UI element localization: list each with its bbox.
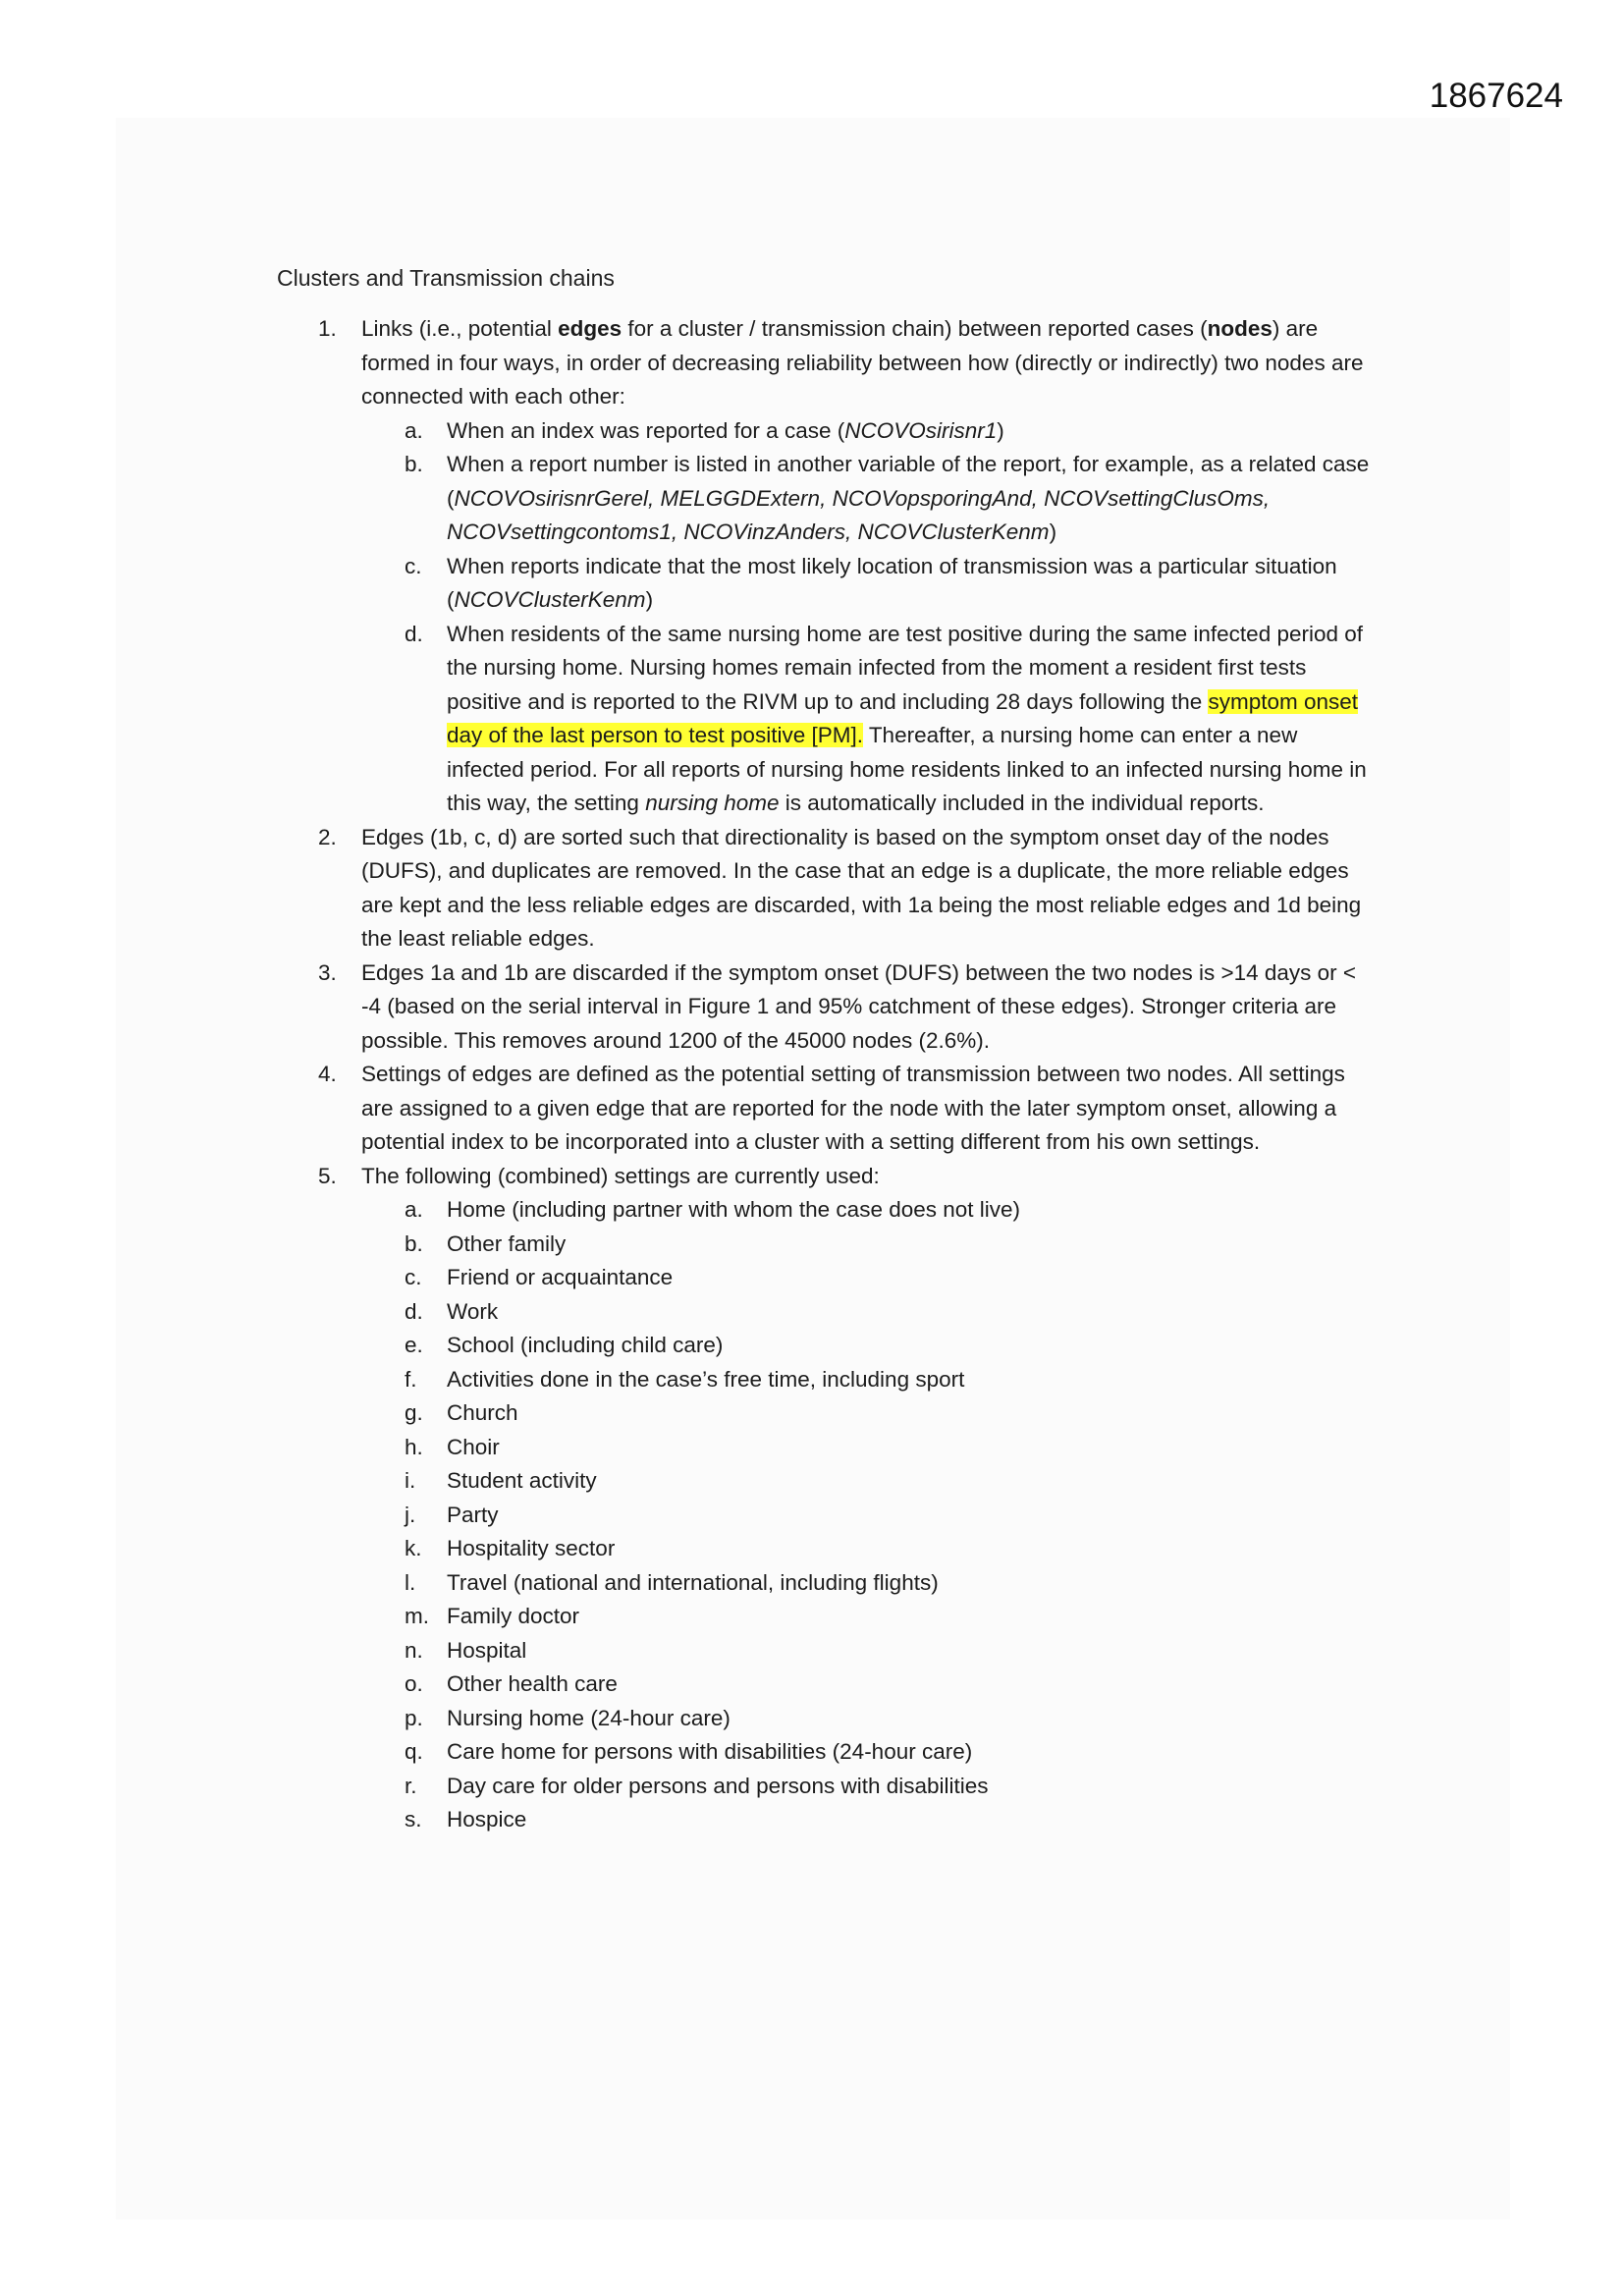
- sub-item-a: [361, 414, 1379, 449]
- setting-text: Work: [447, 1298, 499, 1324]
- sub-text: When an index was reported for a case (: [447, 417, 845, 443]
- setting-item: [361, 1396, 1379, 1431]
- setting-item: [361, 1566, 1379, 1601]
- sub-item-b: [361, 448, 1379, 550]
- item-number: 3.: [318, 959, 337, 985]
- setting-name: nursing home: [645, 791, 780, 815]
- sub-letter: n.: [405, 1637, 423, 1663]
- item-text: The following (combined) settings are currently used:: [361, 1163, 880, 1188]
- item-number: 1.: [318, 316, 337, 341]
- highlighted-text: symptom onset day of the last person to test positive [PM].: [447, 688, 1359, 747]
- sub-text: Thereafter, a nursing home can enter a new infected period. For all reports of nursing home residents linked to an infected nursing home in this way, the setting: [447, 723, 1367, 815]
- setting-text: Other health care: [447, 1671, 618, 1696]
- sub-letter: q.: [405, 1739, 423, 1764]
- setting-text: Other family: [447, 1230, 567, 1256]
- list-item-2: [318, 821, 1379, 957]
- document-id: 1867624: [1429, 77, 1563, 115]
- setting-item: [361, 1667, 1379, 1702]
- sub-list: [361, 414, 1379, 821]
- setting-item: [361, 1532, 1379, 1566]
- sub-letter: s.: [405, 1807, 422, 1831]
- item-text: Edges (1b, c, d) are sorted such that directionality is based on the symptom onset day of the nodes (DUFS), and duplicates are removed. In the case that an edge is a duplicate, the more reliable edges are kept and the less reliable edges are discarded, with 1a being the most reliable edges and 1d being the least reliable edges.: [361, 824, 1362, 951]
- setting-item: [361, 1261, 1379, 1295]
- sub-letter: e.: [405, 1333, 423, 1357]
- setting-text: Friend or acquaintance: [447, 1265, 674, 1289]
- setting-item: [361, 1295, 1379, 1330]
- sub-item-c: [361, 550, 1379, 618]
- item-number: 5.: [318, 1163, 337, 1188]
- setting-item: [361, 1363, 1379, 1397]
- setting-text: Church: [447, 1400, 518, 1425]
- setting-item: [361, 1735, 1379, 1770]
- item-text: Settings of edges are defined as the potential setting of transmission between two nodes. All settings are assigned to a given edge that are reported for the node with the later symptom onset, allowing a potential index to be incorporated into a cluster with a setting different from his own settings.: [361, 1062, 1345, 1154]
- sub-letter: k.: [405, 1536, 422, 1560]
- variable-name: NCOVOsirisnrGerel, MELGGDExtern, NCOVopsporingAnd, NCOVsettingClusOms, NCOVsettingcontoms1, NCOVinzAnders, NCOVClusterKenm: [447, 485, 1271, 544]
- sub-letter: i.: [405, 1468, 416, 1493]
- sub-letter: j.: [405, 1502, 416, 1527]
- sub-letter: d.: [405, 1298, 423, 1324]
- sub-text: ): [645, 587, 654, 612]
- setting-text: Nursing home (24-hour care): [447, 1705, 731, 1730]
- sub-letter: m.: [405, 1604, 429, 1628]
- setting-item: [361, 1499, 1379, 1533]
- item-text: ) are formed in four ways, in order of decreasing reliability between how (directly or indirectly) two nodes are connected with each other:: [361, 316, 1364, 409]
- setting-item: [361, 1228, 1379, 1262]
- sub-letter: h.: [405, 1434, 423, 1459]
- setting-text: Hospitality sector: [447, 1536, 616, 1560]
- setting-text: Hospice: [447, 1807, 527, 1831]
- item-text: Edges 1a and 1b are discarded if the symptom onset (DUFS) between the two nodes is >14 days or < -4 (based on the serial interval in Figure 1 and 95% catchment of these edges). Stronger criteria are possible. This removes around 1200 of the 45000 nodes (2.6%).: [361, 959, 1357, 1053]
- setting-item: [361, 1702, 1379, 1736]
- setting-text: Student activity: [447, 1468, 597, 1493]
- setting-item: [361, 1803, 1379, 1837]
- sub-letter: f.: [405, 1366, 417, 1392]
- sub-letter: c.: [405, 553, 422, 578]
- setting-item: [361, 1431, 1379, 1465]
- setting-text: Family doctor: [447, 1604, 580, 1628]
- sub-letter: c.: [405, 1265, 422, 1289]
- setting-item: [361, 1464, 1379, 1499]
- list-item-3: [318, 957, 1379, 1059]
- sub-letter: g.: [405, 1400, 423, 1425]
- section-title: Clusters and Transmission chains: [277, 265, 615, 291]
- sub-text: ): [1049, 519, 1057, 544]
- settings-list: [361, 1193, 1379, 1837]
- sub-text: When reports indicate that the most likely location of transmission was a particular situation (: [447, 553, 1337, 612]
- variable-name: NCOVOsirisnr1: [844, 417, 998, 443]
- setting-item: [361, 1329, 1379, 1363]
- setting-text: Choir: [447, 1434, 500, 1459]
- sub-item-d: [361, 618, 1379, 821]
- sub-text: is automatically included in the individual reports.: [779, 791, 1265, 815]
- sub-letter: b.: [405, 1230, 423, 1256]
- bold-term: nodes: [1207, 316, 1272, 341]
- setting-text: Day care for older persons and persons with disabilities: [447, 1773, 989, 1798]
- sub-letter: o.: [405, 1671, 423, 1696]
- item-number: 4.: [318, 1062, 337, 1086]
- sub-letter: a.: [405, 1197, 423, 1222]
- setting-text: Party: [447, 1502, 499, 1527]
- main-list: [318, 312, 1379, 1837]
- setting-text: Travel (national and international, including flights): [447, 1569, 939, 1595]
- sub-letter: b.: [405, 452, 423, 476]
- sub-letter: d.: [405, 621, 423, 646]
- item-number: 2.: [318, 824, 337, 849]
- setting-item: [361, 1770, 1379, 1804]
- sub-text: When residents of the same nursing home are test positive during the same infected period of the nursing home. Nursing homes remain infected from the moment a resident first tests positive and is reported to the RIVM up to and including 28 days following the: [447, 621, 1364, 714]
- sub-text: ): [997, 417, 1004, 443]
- list-item-1: [318, 312, 1379, 821]
- item-text: Links (i.e., potential: [361, 316, 559, 341]
- list-item-4: [318, 1058, 1379, 1160]
- bold-term: edges: [558, 316, 623, 341]
- sub-letter: p.: [405, 1705, 423, 1730]
- setting-text: Activities done in the case’s free time, including sport: [447, 1366, 965, 1392]
- setting-item: [361, 1600, 1379, 1634]
- setting-item: [361, 1634, 1379, 1668]
- setting-text: School (including child care): [447, 1333, 724, 1357]
- setting-text: Care home for persons with disabilities (24-hour care): [447, 1739, 973, 1764]
- sub-letter: r.: [405, 1773, 417, 1798]
- item-text: for a cluster / transmission chain) between reported cases (: [622, 316, 1208, 341]
- variable-name: NCOVClusterKenm: [454, 587, 646, 612]
- setting-text: Hospital: [447, 1637, 527, 1663]
- setting-text: Home (including partner with whom the case does not live): [447, 1197, 1021, 1222]
- document-body: [318, 312, 1379, 1837]
- sub-letter: a.: [405, 417, 423, 443]
- sub-text: When a report number is listed in another variable of the report, for example, as a related case (: [447, 452, 1370, 511]
- setting-item: [361, 1193, 1379, 1228]
- sub-letter: l.: [405, 1569, 416, 1595]
- list-item-5: [318, 1160, 1379, 1837]
